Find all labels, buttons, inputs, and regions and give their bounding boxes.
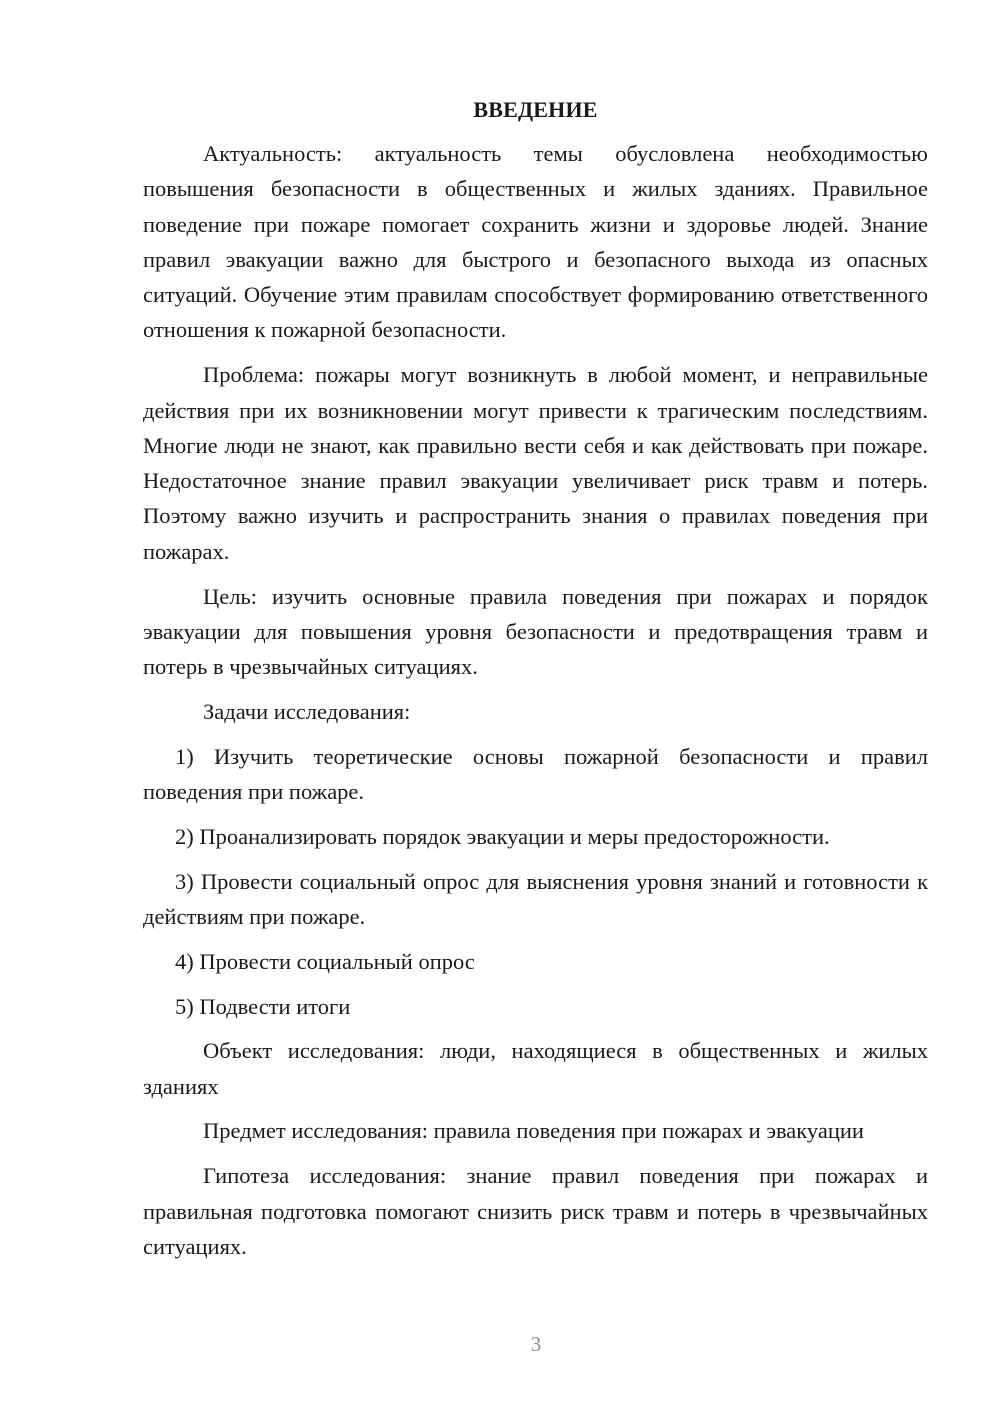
task-item-4: 4) Провести социальный опрос bbox=[175, 948, 475, 974]
page-number: 3 bbox=[530, 1332, 542, 1356]
goal-paragraph: Цель: изучить основные правила поведения при пожарах и порядок эвакуации для повышения уровня безопасности и предотвращения травм и потерь в чрезвычайных ситуациях. bbox=[143, 583, 928, 680]
task-item-1: 1) Изучить теоретические основы пожарной безопасности и правил поведения при пожаре. bbox=[143, 743, 928, 805]
task-item-3: 3) Провести социальный опрос для выяснения уровня знаний и готовности к действиям при пожаре. bbox=[143, 868, 928, 929]
relevance-paragraph: Актуальность: актуальность темы обусловлена необходимостью повышения безопасности в общественных и жилых зданиях. Правильное поведение при пожаре помогает сохранить жизни и здоровье людей. Знание правил эвакуации важно для быстрого и безопасного выхода из опасных ситуаций. Обучение этим правилам способствует формированию ответственного отношения к пожарной безопасности. bbox=[143, 141, 928, 343]
document-page bbox=[143, 92, 928, 1274]
task-item-2: 2) Проанализировать порядок эвакуации и меры предосторожности. bbox=[175, 823, 830, 849]
task-item-5: 5) Подвести итоги bbox=[175, 993, 351, 1019]
object-paragraph: Объект исследования: люди, находящиеся в общественных и жилых зданиях bbox=[143, 1038, 928, 1099]
problem-paragraph: Проблема: пожары могут возникнуть в любой момент, и неправильные действия при их возникновении могут привести к трагическим последствиям. Многие люди не знают, как правильно вести себя и как действовать при пожаре. Недостаточное знание правил эвакуации увеличивает риск травм и потерь. Поэтому важно изучить и распространить знания о правилах поведения при пожарах. bbox=[143, 362, 928, 564]
tasks-heading: Задачи исследования: bbox=[203, 698, 411, 724]
section-title: ВВЕДЕНИЕ bbox=[473, 97, 598, 122]
subject-paragraph: Предмет исследования: правила поведения при пожарах и эвакуации bbox=[203, 1118, 864, 1144]
hypothesis-paragraph: Гипотеза исследования: знание правил поведения при пожарах и правильная подготовка помогают снизить риск травм и потерь в чрезвычайных ситуациях. bbox=[143, 1163, 928, 1259]
